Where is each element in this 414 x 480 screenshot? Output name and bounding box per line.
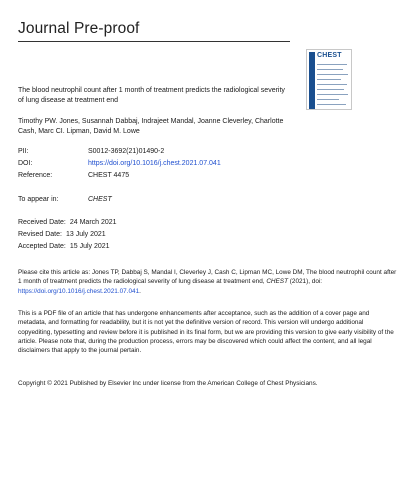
- cover-text-line: [317, 79, 341, 80]
- reference-value: CHEST 4475: [88, 172, 130, 179]
- received-date-label: Received Date:: [18, 219, 66, 226]
- cover-text-line: [317, 94, 348, 95]
- article-title: The blood neutrophil count after 1 month of treatment predicts the radiological severity of lung disease at treatment end: [18, 87, 285, 104]
- revised-date-value: 13 July 2021: [65, 231, 106, 238]
- citation-doi-link[interactable]: https://doi.org/10.1016/j.chest.2021.07.041: [18, 287, 140, 295]
- received-date-value: 24 March 2021: [69, 219, 117, 226]
- cover-text-line: [317, 84, 347, 85]
- citation-year: (2021), doi:: [287, 278, 323, 286]
- citation-text: Please cite this article as: Jones TP, Dabbaj S, Mandal I, Cleverley J, Cash C, Lipman MC, Lowe DM, The blood neutrophil count after 1 month of treatment predicts the radiological severity of lung disease at treatment end,: [18, 269, 397, 286]
- reference-label: Reference:: [18, 172, 53, 179]
- journal-pre-proof-header: Journal Pre-proof: [18, 20, 140, 37]
- accepted-date-row: [18, 242, 110, 251]
- copyright-notice: Copyright © 2021 Published by Elsevier Inc under license from the American College of Chest Physicians.: [18, 380, 318, 387]
- cover-text-line: [317, 104, 346, 105]
- doi-label: DOI:: [18, 160, 33, 167]
- journal-cover-thumbnail: [306, 49, 352, 110]
- pii-label: PII:: [18, 148, 29, 155]
- cover-spine-strip: [309, 52, 315, 109]
- revised-date-row: [18, 230, 106, 239]
- cover-text-line: [317, 69, 343, 70]
- cover-text-line: [317, 74, 348, 75]
- author-list: Timothy PW. Jones, Susannah Dabbaj, Indrajeet Mandal, Joanne Cleverley, Charlotte Cash, Marc CI. Lipman, David M. Lowe: [18, 118, 284, 135]
- citation-journal: CHEST: [266, 278, 288, 286]
- accepted-date-label: Accepted Date:: [18, 243, 66, 250]
- pii-value: S0012-3692(21)01490-2: [88, 148, 165, 155]
- revised-date-label: Revised Date:: [18, 231, 62, 238]
- doi-link[interactable]: https://doi.org/10.1016/j.chest.2021.07.041: [88, 160, 221, 167]
- disclaimer-paragraph: This is a PDF file of an article that has undergone enhancements after acceptance, such as the addition of a cover page and metadata, and formatting for readability, but it is not yet the definitive version of record. This version will undergo additional copyediting, typesetting and review before it is published in its final form, but we are providing this version to give early visibility of the article. Please note that, during the production process, errors may be discovered which could affect the content, and all legal disclaimers that apply to the journal pertain.: [18, 310, 394, 355]
- accepted-date-value: 15 July 2021: [69, 243, 110, 250]
- cover-text-line: [317, 99, 339, 100]
- appear-label: To appear in:: [18, 196, 59, 203]
- citation-paragraph: [18, 268, 398, 296]
- header-divider: [18, 41, 290, 42]
- citation-end: .: [139, 287, 141, 295]
- cover-text-line: [317, 89, 344, 90]
- appear-journal: CHEST: [88, 196, 112, 203]
- cover-text-line: [317, 64, 347, 65]
- received-date-row: [18, 218, 117, 227]
- cover-logo: CHEST: [317, 52, 342, 59]
